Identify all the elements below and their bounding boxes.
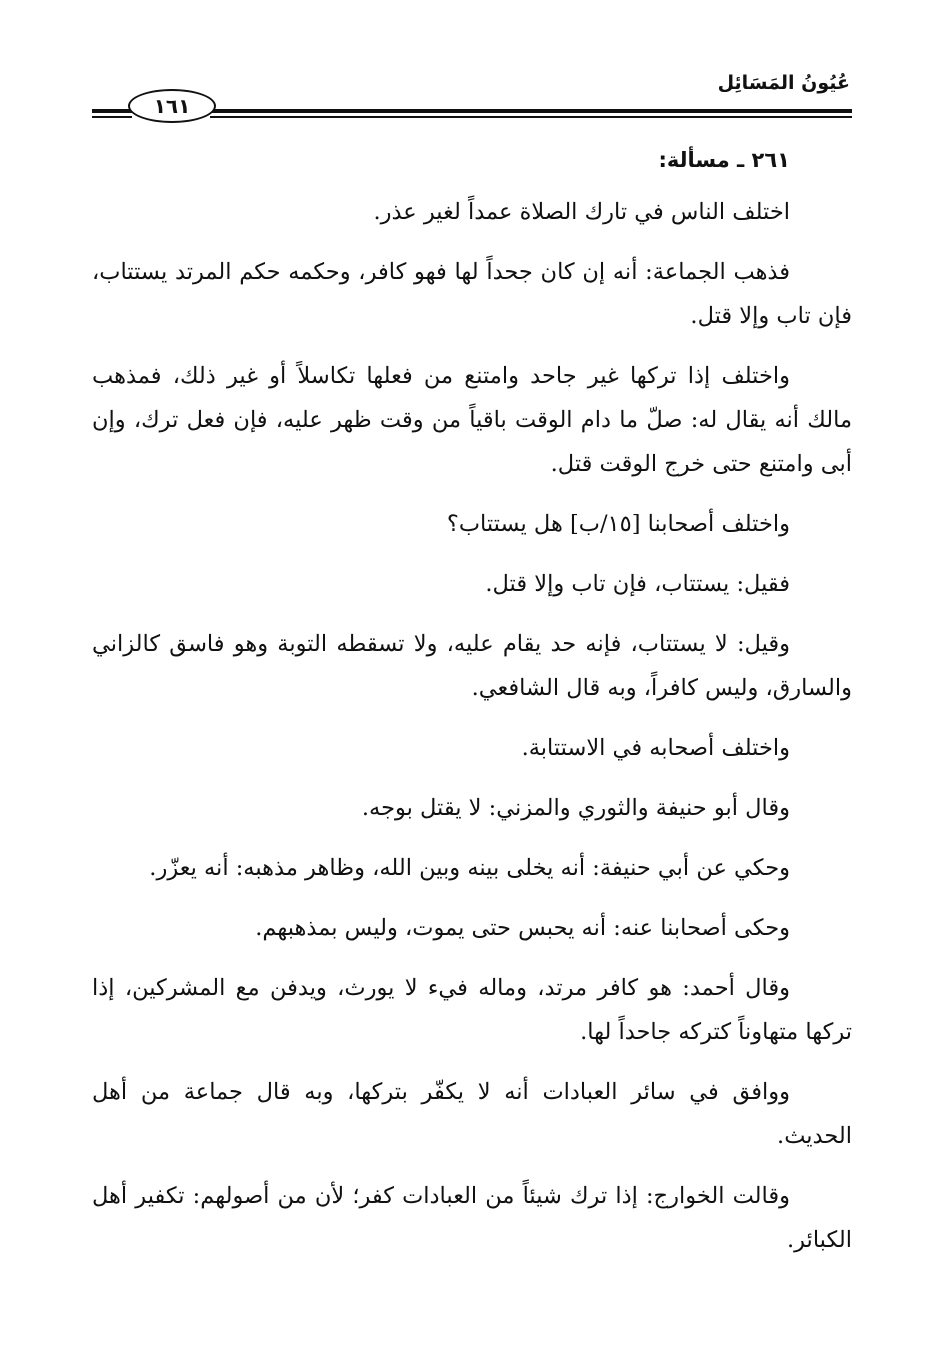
paragraph: وحكي عن أبي حنيفة: أنه يخلى بينه وبين الله، وظاهر مذهبه: أنه يعزّر.	[149, 855, 790, 881]
paragraph: فذهب الجماعة: أنه إن كان جحداً لها فهو كافر، وحكمه حكم المرتد يستتاب، فإن تاب وإلا قتل.	[92, 259, 852, 329]
header-rule-left-thick	[92, 109, 132, 113]
paragraph: واختلف أصحابنا [١٥/ب] هل يستتاب؟	[446, 511, 790, 537]
section-heading: ٢٦١ ـ مسألة:	[658, 148, 790, 172]
header-rule-thin	[210, 116, 852, 118]
paragraph: وقالت الخوارج: إذا ترك شيئاً من العبادات كفر؛ لأن من أصولهم: تكفير أهل الكبائر.	[92, 1183, 852, 1253]
paragraph: فقيل: يستتاب، فإن تاب وإلا قتل.	[485, 571, 790, 597]
paragraph: واختلف إذا تركها غير جاحد وامتنع من فعلها تكاسلاً أو غير ذلك، فمذهب مالك أنه يقال له: صلّ ما دام الوقت باقياً من وقت ظهر عليه، فإن فعل ترك، وإن أبى وامتنع حتى خرج الوقت قتل.	[92, 363, 852, 477]
page-number-oval	[128, 89, 216, 123]
running-title: عُيُونُ المَسَائِل	[717, 72, 850, 94]
paragraph: وقال أبو حنيفة والثوري والمزني: لا يقتل بوجه.	[361, 795, 790, 821]
page-header	[92, 68, 852, 124]
paragraph: وقيل: لا يستتاب، فإنه حد يقام عليه، ولا تسقطه التوبة وهو فاسق كالزاني والسارق، وليس كافراً، وبه قال الشافعي.	[92, 631, 852, 701]
paragraph: وقال أحمد: هو كافر مرتد، وماله فيء لا يورث، ويدفن مع المشركين، إذا تركها متهاوناً كتركه جاحداً لها.	[92, 975, 852, 1045]
paragraph: واختلف أصحابه في الاستتابة.	[521, 735, 790, 761]
paragraph: ووافق في سائر العبادات أنه لا يكفّر بتركها، وبه قال جماعة من أهل الحديث.	[92, 1079, 852, 1149]
header-rule-thick	[210, 109, 852, 113]
paragraph: وحكى أصحابنا عنه: أنه يحبس حتى يموت، وليس بمذهبهم.	[255, 915, 790, 941]
page-number: ١٦١	[153, 94, 191, 118]
paragraph: اختلف الناس في تارك الصلاة عمداً لغير عذر.	[373, 199, 790, 225]
header-rule-left-thin	[92, 116, 132, 118]
page-body	[92, 142, 852, 1278]
